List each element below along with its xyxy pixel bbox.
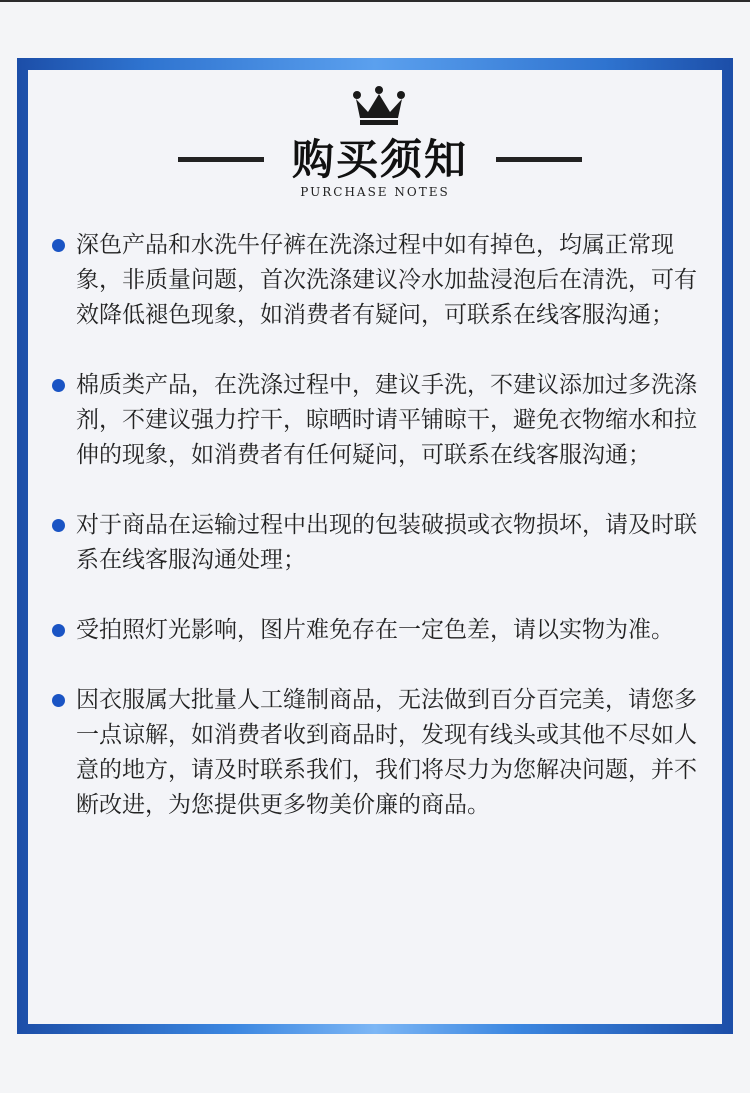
page-subtitle: PURCHASE NOTES [300,185,450,199]
bullet-dot-icon [52,624,65,637]
bullet-dot-icon [52,694,65,707]
note-item-2 [50,368,700,473]
note-item-1 [50,228,700,333]
title-left-line [178,157,264,162]
note-text: 棉质类产品，在洗涤过程中，建议手洗，不建议添加过多洗涤剂，不建议强力拧干，晾晒时请平铺晾干，避免衣物缩水和拉伸的现象，如消费者有任何疑问，可联系在线客服沟通； [76,372,697,468]
top-divider [0,0,750,2]
bullet-dot-icon [52,519,65,532]
page-title: 购买须知 [291,135,468,184]
title-right-line [496,157,582,162]
crown-icon [352,86,406,126]
note-text: 对于商品在运输过程中出现的包装破损或衣物损坏，请及时联系在线客服沟通处理； [76,512,697,573]
note-item-4 [50,613,700,648]
note-item-5 [50,683,700,823]
bullet-dot-icon [52,379,65,392]
note-text: 因衣服属大批量人工缝制商品，无法做到百分百完美，请您多一点谅解，如消费者收到商品时，发现有线头或其他不尽如人意的地方，请及时联系我们，我们将尽力为您解决问题，并不断改进，为您提供更多物美价廉的商品。 [76,687,697,818]
note-item-3 [50,508,700,578]
note-text: 深色产品和水洗牛仔裤在洗涤过程中如有掉色，均属正常现象，非质量问题，首次洗涤建议冷水加盐浸泡后在清洗，可有效降低褪色现象，如消费者有疑问，可联系在线客服沟通； [76,232,697,328]
notes-list [50,228,700,858]
title-row [0,135,750,185]
note-text: 受拍照灯光影响，图片难免存在一定色差，请以实物为准。 [76,617,674,643]
bullet-dot-icon [52,239,65,252]
